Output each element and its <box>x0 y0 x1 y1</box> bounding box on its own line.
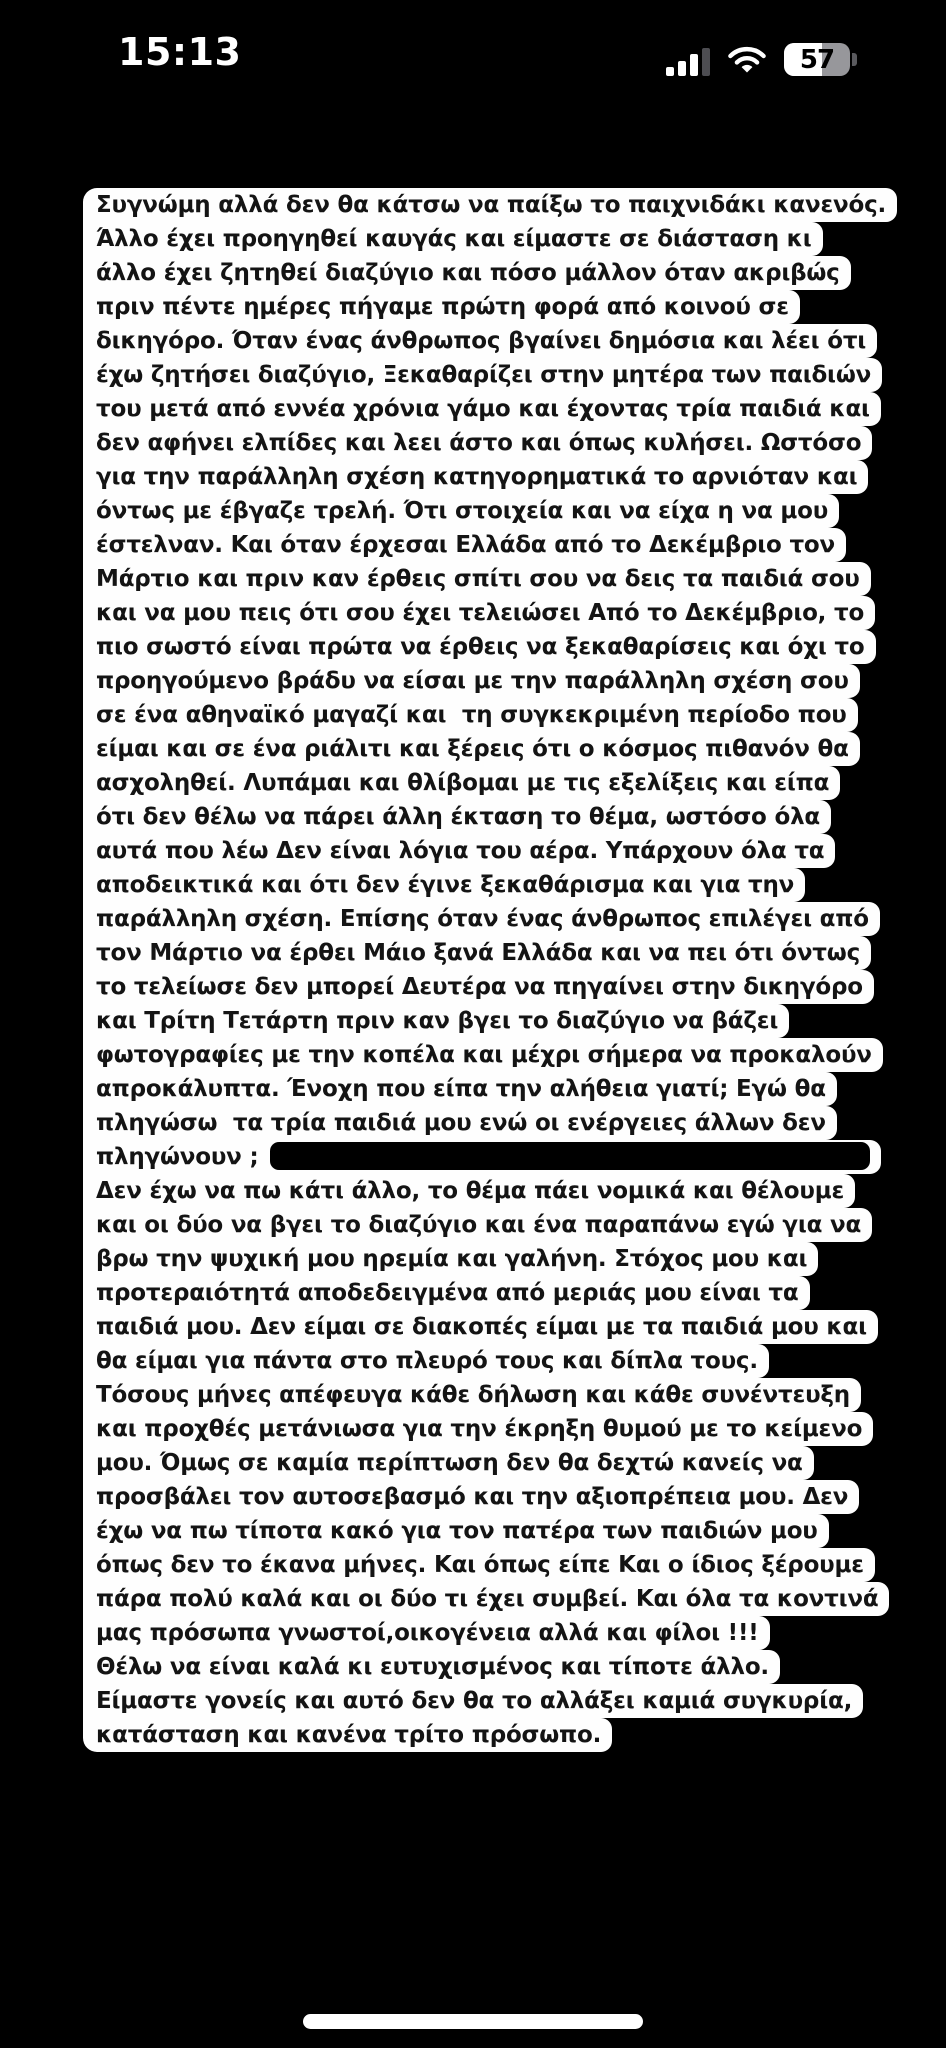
text-line-content: έστελναν. Και όταν έρχεσαι Ελλάδα από το Δεκέμβριο τον <box>96 532 836 558</box>
text-line <box>83 1446 814 1480</box>
text-line <box>83 1174 855 1208</box>
text-line <box>83 1140 881 1174</box>
text-line-content: άλλο έχει ζητηθεί διαζύγιο και πόσο μάλλον όταν ακριβώς <box>96 260 840 286</box>
text-line <box>83 1480 859 1514</box>
text-line <box>83 528 846 562</box>
text-line-content: παιδιά μου. Δεν είμαι σε διακοπές είμαι με τα παιδιά μου και <box>96 1314 867 1340</box>
text-line <box>83 1548 875 1582</box>
text-line-content: Θέλω να είναι καλά κι ευτυχισμένος και τίποτε άλλο. <box>96 1654 769 1680</box>
text-line-content: και Τρίτη Τετάρτη πριν καν βγει το διαζύγιο να βάζει <box>96 1008 779 1034</box>
text-line-content: φωτογραφίες με την κοπέλα και μέχρι σήμερα να προκαλούν <box>96 1042 872 1068</box>
text-line <box>83 460 868 494</box>
text-line-content: και οι δύο να βγει το διαζύγιο και ένα παραπάνω εγώ για να <box>96 1212 862 1238</box>
text-line-content: όπως δεν το έκανα μήνες. Και όπως είπε Και ο ίδιος ξέρουμε <box>96 1552 864 1578</box>
text-line <box>83 188 897 222</box>
text-line-content: προσβάλει τον αυτοσεβασμό και την αξιοπρέπεια μου. Δεν <box>96 1484 849 1510</box>
status-time: 15:13 <box>118 30 242 74</box>
text-line-content: πριν πέντε ημέρες πήγαμε πρώτη φορά από κοινού σε <box>96 294 789 320</box>
text-line-content: σε ένα αθηναϊκό μαγαζί και τη συγκεκριμένη περίοδο που <box>96 702 847 728</box>
redaction-bar <box>270 1142 870 1170</box>
text-line <box>83 494 839 528</box>
text-line <box>83 834 835 868</box>
text-line-content: προτεραιότητά αποδεδειγμένα από μεριάς μου είναι τα <box>96 1280 799 1306</box>
text-line-content: του μετά από εννέα χρόνια γάμο και έχοντας τρία παιδιά και <box>96 396 870 422</box>
text-line-content: αυτά που λέω Δεν είναι λόγια του αέρα. Υπάρχουν όλα τα <box>96 838 825 864</box>
story-text-block <box>83 188 897 1752</box>
text-line-content: το τελείωσε δεν μπορεί Δευτέρα να πηγαίνει στην δικηγόρο <box>96 974 863 1000</box>
text-line-content: πληγώνουν ; <box>96 1144 259 1170</box>
text-line <box>83 1684 863 1718</box>
text-line <box>83 800 831 834</box>
wifi-icon <box>726 46 768 76</box>
text-line <box>83 1276 810 1310</box>
text-line-content: για την παράλληλη σχέση κατηγορηματικά το αρνιόταν και <box>96 464 858 490</box>
text-line-content: τον Μάρτιο να έρθει Μάιο ξανά Ελλάδα και να πει ότι όντως <box>96 940 860 966</box>
text-line <box>83 1242 818 1276</box>
text-line <box>83 868 805 902</box>
text-line <box>83 1616 770 1650</box>
text-line <box>83 1310 878 1344</box>
text-line-content: έχω ζητήσει διαζύγιο, Ξεκαθαρίζει στην μητέρα των παιδιών <box>96 362 872 388</box>
text-line <box>83 1208 872 1242</box>
text-line-content: μου. Όμως σε καμία περίπτωση δεν θα δεχτώ κανείς να <box>96 1450 803 1476</box>
text-line <box>83 732 860 766</box>
status-icons <box>666 42 850 76</box>
text-line <box>83 1038 883 1072</box>
signal-bar <box>666 67 674 76</box>
text-line-content: έχω να πω τίποτα κακό για τον πατέρα των παιδιών μου <box>96 1518 818 1544</box>
text-line <box>83 902 880 936</box>
text-line-content: πάρα πολύ καλά και οι δύο τι έχει συμβεί. Και όλα τα κοντινά <box>96 1586 879 1612</box>
text-line-content: πιο σωστό είναι πρώτα να έρθεις να ξεκαθαρίσεις και όχι το <box>96 634 865 660</box>
text-line <box>83 766 840 800</box>
text-line <box>83 1004 789 1038</box>
text-line-content: Μάρτιο και πριν καν έρθεις σπίτι σου να δεις τα παιδιά σου <box>96 566 860 592</box>
text-line-content: και προχθές μετάνιωσα για την έκρηξη θυμού με το κείμενο <box>96 1416 863 1442</box>
text-line <box>83 222 823 256</box>
text-line-content: μας πρόσωπα γνωστοί,οικογένεια αλλά και φίλοι !!! <box>96 1620 759 1646</box>
battery-icon <box>784 43 850 76</box>
text-line-content: αποδεικτικά και ότι δεν έγινε ξεκαθάρισμα και για την <box>96 872 795 898</box>
text-line <box>83 426 872 460</box>
text-line-content: δεν αφήνει ελπίδες και λεει άστο και όπως κυλήσει. Ωστόσο <box>96 430 862 456</box>
text-line-content: ασχοληθεί. Λυπάμαι και θλίβομαι με τις εξελίξεις και είπα <box>96 770 830 796</box>
text-line <box>83 596 875 630</box>
text-line-content: απροκάλυπτα. Ένοχη που είπα την αλήθεια γιατί; Εγώ θα <box>96 1076 826 1102</box>
text-line-content: δικηγόρο. Όταν ένας άνθρωπος βγαίνει δημόσια και λέει ότι <box>96 328 867 354</box>
home-indicator[interactable] <box>303 2014 643 2029</box>
text-line-content: Συγνώμη αλλά δεν θα κάτσω να παίξω το παιχνιδάκι κανενός. <box>96 192 887 218</box>
text-line-content: θα είμαι για πάντα στο πλευρό τους και δίπλα τους. <box>96 1348 758 1374</box>
text-line <box>83 1072 837 1106</box>
signal-bar <box>678 61 686 76</box>
text-line-content: προηγούμενο βράδυ να είσαι με την παράλληλη σχέση σου <box>96 668 849 694</box>
text-line <box>83 1718 612 1752</box>
text-line <box>83 630 876 664</box>
text-line-content: ότι δεν θέλω να πάρει άλλη έκταση το θέμα, ωστόσο όλα <box>96 804 821 830</box>
text-line <box>83 1344 769 1378</box>
text-line <box>83 664 860 698</box>
text-line-content: και να μου πεις ότι σου έχει τελειώσει Από το Δεκέμβριο, το <box>96 600 865 626</box>
text-line <box>83 970 874 1004</box>
text-line-content: πληγώσω τα τρία παιδιά μου ενώ οι ενέργειες άλλων δεν <box>96 1110 826 1136</box>
text-line-content: είμαι και σε ένα ριάλιτι και ξέρεις ότι ο κόσμος πιθανόν θα <box>96 736 849 762</box>
text-line <box>83 358 882 392</box>
text-line <box>83 698 858 732</box>
text-line-content: Τόσους μήνες απέφευγα κάθε δήλωση και κάθε συνέντευξη <box>96 1382 850 1408</box>
text-line-content: Δεν έχω να πω κάτι άλλο, το θέμα πάει νομικά και θέλουμε <box>96 1178 845 1204</box>
text-line <box>83 1582 889 1616</box>
text-line <box>83 392 881 426</box>
text-line <box>83 1514 829 1548</box>
text-line <box>83 256 851 290</box>
text-line <box>83 562 871 596</box>
text-line-content: όντως με έβγαζε τρελή. Ότι στοιχεία και να είχα η να μου <box>96 498 829 524</box>
text-line <box>83 936 871 970</box>
cellular-signal-icon <box>666 48 710 76</box>
text-line <box>83 324 877 358</box>
battery-cap <box>852 53 857 66</box>
signal-bar <box>702 48 710 76</box>
text-line-content: κατάσταση και κανένα τρίτο πρόσωπο. <box>96 1722 602 1748</box>
text-line <box>83 1378 861 1412</box>
status-bar <box>0 0 946 90</box>
text-line-content: παράλληλη σχέση. Επίσης όταν ένας άνθρωπος επιλέγει από <box>96 906 869 932</box>
text-line <box>83 1650 780 1684</box>
text-line-content: Είμαστε γονείς και αυτό δεν θα το αλλάξει καμιά συγκυρία, <box>96 1688 853 1714</box>
text-line <box>83 1412 873 1446</box>
battery-percent: 57 <box>799 44 835 75</box>
text-line <box>83 1106 837 1140</box>
text-line-content: βρω την ψυχική μου ηρεμία και γαλήνη. Στόχος μου και <box>96 1246 808 1272</box>
text-line <box>83 290 800 324</box>
text-line-content: Άλλο έχει προηγηθεί καυγάς και είμαστε σε διάσταση κι <box>96 226 812 252</box>
signal-bar <box>690 54 698 76</box>
